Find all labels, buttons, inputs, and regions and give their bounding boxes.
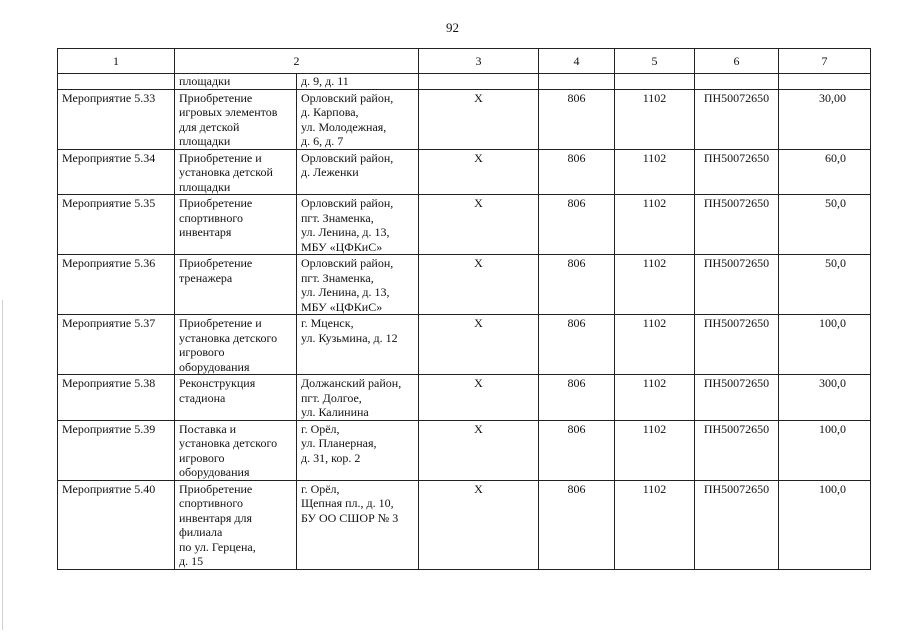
col3-cell: Х	[419, 480, 539, 569]
table-row	[58, 315, 871, 375]
col5-cell: 1102	[615, 480, 695, 569]
address-cell-line: д. Карпова,	[301, 105, 359, 119]
col5-cell	[615, 74, 695, 90]
object-cell-line: тренажера	[179, 270, 233, 285]
object-cell-line: Приобретение и	[179, 316, 262, 330]
address-cell-line: г. Орёл,	[301, 421, 340, 436]
address-cell: д. 9, д. 11	[297, 74, 419, 90]
address-cell-line: д. 6, д. 7	[301, 134, 344, 148]
object-cell-line: спортивного	[179, 496, 243, 510]
header-cell-6: 6	[695, 49, 779, 74]
event-cell: Мероприятие 5.33	[58, 89, 175, 149]
address-cell	[297, 195, 419, 255]
event-cell: Мероприятие 5.35	[58, 195, 175, 255]
address-cell-line: Орловский район,	[301, 256, 394, 270]
address-cell-line: пгт. Долгое,	[301, 390, 362, 405]
address-cell	[297, 375, 419, 421]
col3-cell: Х	[419, 420, 539, 480]
object-cell-line: филиала	[179, 525, 223, 539]
object-cell-line: площадки	[179, 134, 231, 148]
object-cell-line: стадиона	[179, 390, 226, 405]
col7-cell: 100,0	[779, 420, 871, 480]
object-cell: площадки	[175, 74, 297, 90]
col4-cell: 806	[539, 480, 615, 569]
header-cell-7: 7	[779, 49, 871, 74]
event-cell: Мероприятие 5.36	[58, 255, 175, 315]
object-cell-line: Приобретение и	[179, 150, 262, 165]
address-cell-line: г. Орёл,	[301, 481, 340, 496]
address-cell-line: ул. Планерная,	[301, 436, 377, 450]
address-cell-line: Щепная пл., д. 10,	[301, 496, 394, 510]
page-number: 92	[446, 20, 459, 35]
address-cell-line: д. Леженки	[301, 165, 359, 179]
col6-cell: ПН50072650	[695, 149, 779, 195]
col6-cell: ПН50072650	[695, 420, 779, 480]
address-cell-line: д. 31, кор. 2	[301, 450, 361, 465]
address-cell	[297, 480, 419, 569]
col5-cell: 1102	[615, 89, 695, 149]
object-cell-line: установка детского	[179, 330, 278, 345]
object-cell	[175, 255, 297, 315]
header-cell-4: 4	[539, 49, 615, 74]
table-row	[58, 480, 871, 569]
object-cell-line: оборудования	[179, 359, 250, 374]
object-cell-line: Приобретение	[179, 196, 253, 210]
header-cell-1: 1	[58, 49, 175, 74]
table-row	[58, 255, 871, 315]
object-cell-line: для детской	[179, 119, 240, 134]
address-cell	[297, 420, 419, 480]
header-cell-5: 5	[615, 49, 695, 74]
col4-cell	[539, 74, 615, 90]
col6-cell: ПН50072650	[695, 480, 779, 569]
event-cell: Мероприятие 5.40	[58, 480, 175, 569]
col3-cell: Х	[419, 315, 539, 375]
col5-cell: 1102	[615, 195, 695, 255]
object-cell	[175, 375, 297, 421]
col6-cell	[695, 74, 779, 90]
scan-edge-line	[2, 300, 3, 630]
col4-cell: 806	[539, 149, 615, 195]
address-cell-line: г. Мценск,	[301, 316, 354, 330]
address-cell	[297, 89, 419, 149]
table-row	[58, 89, 871, 149]
address-cell	[297, 255, 419, 315]
col7-cell: 50,0	[779, 195, 871, 255]
col5-cell: 1102	[615, 149, 695, 195]
col4-cell: 806	[539, 255, 615, 315]
object-cell-line: спортивного	[179, 210, 243, 225]
object-cell	[175, 315, 297, 375]
event-cell: Мероприятие 5.39	[58, 420, 175, 480]
address-cell	[297, 149, 419, 195]
col4-cell: 806	[539, 375, 615, 421]
object-cell-line: Поставка и	[179, 421, 237, 436]
col3-cell: Х	[419, 255, 539, 315]
col4-cell: 806	[539, 195, 615, 255]
address-cell-line: МБУ «ЦФКиС»	[301, 239, 383, 254]
object-cell-line: оборудования	[179, 465, 250, 479]
address-cell-line: МБУ «ЦФКиС»	[301, 299, 383, 314]
col5-cell: 1102	[615, 255, 695, 315]
col5-cell: 1102	[615, 420, 695, 480]
object-cell-line: Приобретение	[179, 256, 253, 270]
address-cell-line: БУ ОО СШОР № 3	[301, 510, 399, 525]
col5-cell: 1102	[615, 375, 695, 421]
address-cell-line: пгт. Знаменка,	[301, 270, 374, 285]
object-cell-line: д. 15	[179, 554, 204, 568]
address-cell-line: ул. Кузьмина, д. 12	[301, 330, 398, 345]
header-cell-2: 2	[175, 49, 419, 74]
col3-cell: Х	[419, 89, 539, 149]
object-cell-line: игровых элементов	[179, 105, 278, 119]
col3-cell: Х	[419, 195, 539, 255]
col6-cell: ПН50072650	[695, 315, 779, 375]
address-cell	[297, 315, 419, 375]
object-cell	[175, 195, 297, 255]
address-cell-line: ул. Молодежная,	[301, 119, 387, 134]
table-row	[58, 195, 871, 255]
object-cell-line: установка детской	[179, 165, 273, 179]
address-cell-line: Орловский район,	[301, 196, 394, 210]
col7-cell	[779, 74, 871, 90]
col5-cell: 1102	[615, 315, 695, 375]
col3-cell: Х	[419, 375, 539, 421]
col6-cell: ПН50072650	[695, 195, 779, 255]
object-cell-line: игрового	[179, 450, 225, 465]
col4-cell: 806	[539, 315, 615, 375]
object-cell	[175, 480, 297, 569]
address-cell-line: ул. Ленина, д. 13,	[301, 285, 390, 299]
address-cell-line: пгт. Знаменка,	[301, 210, 374, 225]
object-cell-line: игрового	[179, 345, 225, 359]
address-cell-line: ул. Калинина	[301, 405, 369, 419]
object-cell-line: инвентаря для	[179, 510, 253, 525]
object-cell-line: Приобретение	[179, 481, 253, 496]
header-row	[58, 49, 871, 74]
address-cell-line: Орловский район,	[301, 150, 394, 165]
event-cell: Мероприятие 5.38	[58, 375, 175, 421]
table-row	[58, 149, 871, 195]
col7-cell: 300,0	[779, 375, 871, 421]
object-cell-line: установка детского	[179, 436, 278, 450]
col7-cell: 30,00	[779, 89, 871, 149]
address-cell-line: Орловский район,	[301, 90, 394, 105]
col6-cell: ПН50072650	[695, 89, 779, 149]
table-row	[58, 420, 871, 480]
col7-cell: 60,0	[779, 149, 871, 195]
col7-cell: 100,0	[779, 315, 871, 375]
address-cell-line: Должанский район,	[301, 376, 402, 390]
measures-table	[57, 48, 871, 570]
object-cell-line: Приобретение	[179, 90, 253, 105]
object-cell	[175, 420, 297, 480]
col7-cell: 100,0	[779, 480, 871, 569]
address-cell-line: ул. Ленина, д. 13,	[301, 225, 390, 239]
header-cell-3: 3	[419, 49, 539, 74]
col6-cell: ПН50072650	[695, 255, 779, 315]
table-row	[58, 375, 871, 421]
col7-cell: 50,0	[779, 255, 871, 315]
object-cell-line: инвентаря	[179, 225, 232, 239]
object-cell-line: по ул. Герцена,	[179, 539, 256, 554]
event-cell	[58, 74, 175, 90]
col4-cell: 806	[539, 420, 615, 480]
object-cell-line: площадки	[179, 179, 231, 194]
object-cell	[175, 89, 297, 149]
object-cell-line: Реконструкция	[179, 376, 256, 390]
event-cell: Мероприятие 5.34	[58, 149, 175, 195]
col3-cell: Х	[419, 149, 539, 195]
object-cell	[175, 149, 297, 195]
col4-cell: 806	[539, 89, 615, 149]
col3-cell	[419, 74, 539, 90]
table-body	[58, 74, 871, 570]
continuation-row	[58, 74, 871, 90]
col6-cell: ПН50072650	[695, 375, 779, 421]
event-cell: Мероприятие 5.37	[58, 315, 175, 375]
